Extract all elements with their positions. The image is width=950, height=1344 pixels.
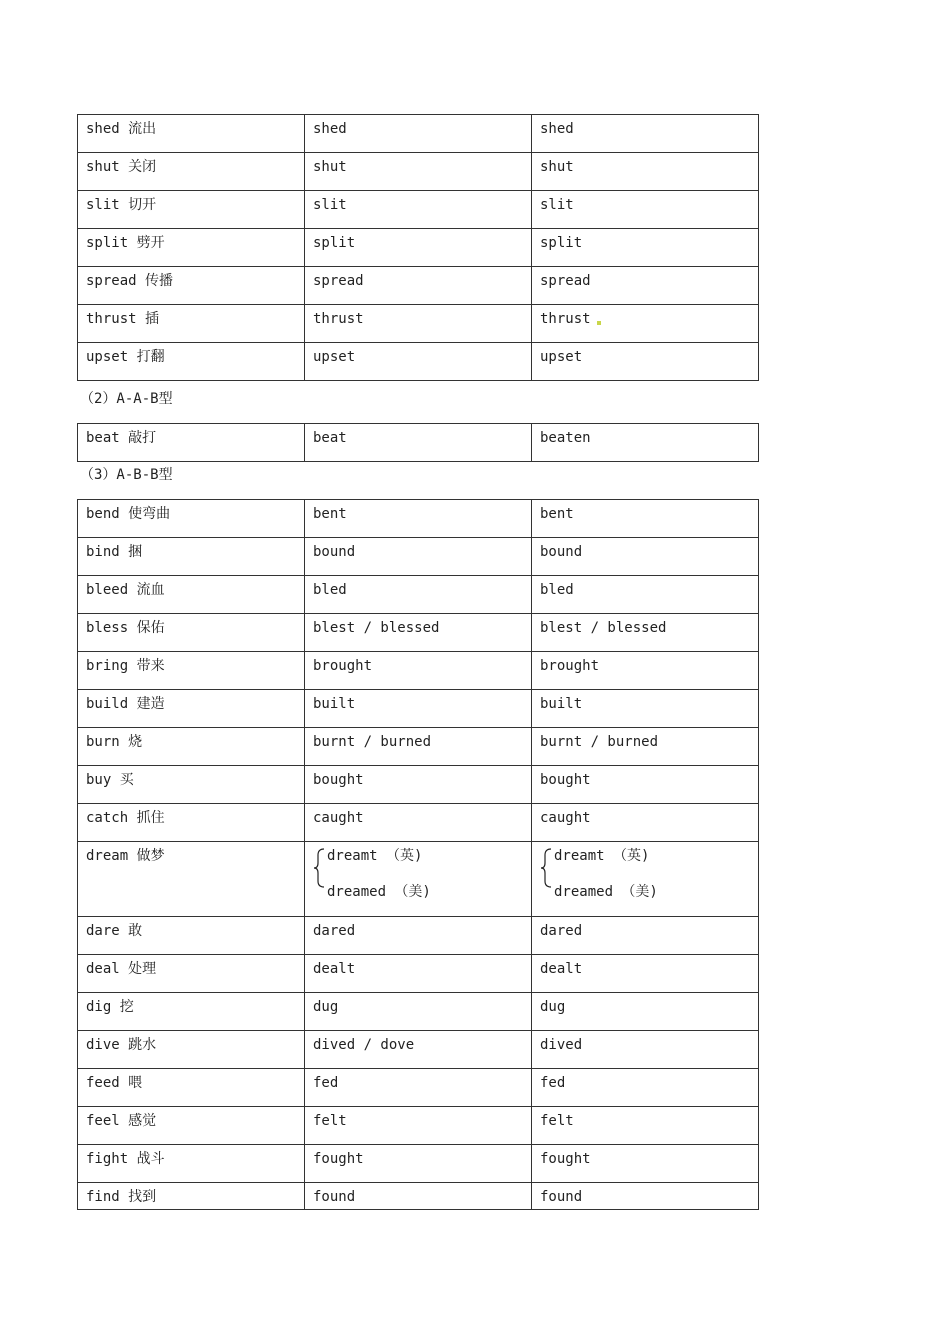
left-brace-icon [313,848,325,888]
table-row [78,424,759,462]
past-tense-cell: split [305,229,532,267]
table-row [78,652,759,690]
past-participle-cell [532,842,759,917]
verb-table-abb [77,499,759,1210]
past-participle-cell: thrust [532,305,759,343]
past-participle-cell: bled [532,576,759,614]
table-row [78,993,759,1031]
table-row [78,576,759,614]
base-form-cell: dig 挖 [78,993,305,1031]
verb-table-aaa [77,114,759,381]
past-participle-cell: fed [532,1069,759,1107]
past-tense-cell: fed [305,1069,532,1107]
base-form-cell: find 找到 [78,1183,305,1210]
table-row [78,690,759,728]
past-tense-cell [305,842,532,917]
variant-british: dreamt （英) [554,848,650,864]
table-body-aaa [78,115,759,381]
past-participle-cell: spread [532,267,759,305]
base-form-cell: buy 买 [78,766,305,804]
past-tense-cell: bent [305,500,532,538]
table-row [78,229,759,267]
base-form-cell: beat 敲打 [78,424,305,462]
past-participle-cell: dug [532,993,759,1031]
table-row [78,305,759,343]
past-participle-cell: shed [532,115,759,153]
table-row [78,614,759,652]
past-participle-cell: burnt / burned [532,728,759,766]
past-tense-cell: slit [305,191,532,229]
past-tense-cell: blest / blessed [305,614,532,652]
base-form-cell: bless 保佑 [78,614,305,652]
base-form-cell: thrust 插 [78,305,305,343]
past-participle-cell: slit [532,191,759,229]
past-tense-cell: caught [305,804,532,842]
past-tense-cell: brought [305,652,532,690]
past-tense-cell: bought [305,766,532,804]
past-tense-cell: dealt [305,955,532,993]
past-participle-cell: blest / blessed [532,614,759,652]
past-participle-cell: dared [532,917,759,955]
section-label-aab: （2）A-A-B型 [80,391,173,407]
left-brace-icon [540,848,552,888]
past-participle-cell: shut [532,153,759,191]
past-participle-cell: bought [532,766,759,804]
past-participle-cell: upset [532,343,759,381]
past-tense-cell: dived / dove [305,1031,532,1069]
past-tense-cell: dug [305,993,532,1031]
base-form-cell: shut 关闭 [78,153,305,191]
table-section-2 [77,423,758,462]
past-tense-cell: upset [305,343,532,381]
table-row [78,804,759,842]
past-participle-cell: fought [532,1145,759,1183]
table-row [78,115,759,153]
past-participle-cell: dealt [532,955,759,993]
past-tense-cell: shut [305,153,532,191]
past-tense-cell: bled [305,576,532,614]
table-row [78,500,759,538]
table-row [78,728,759,766]
table-row [78,955,759,993]
table-row [78,917,759,955]
verb-table-aab [77,423,759,462]
table-row [78,1183,759,1210]
table-section-3 [77,499,758,1210]
table-row-dream [78,842,759,917]
past-tense-cell: spread [305,267,532,305]
past-participle-cell: split [532,229,759,267]
past-tense-cell: felt [305,1107,532,1145]
past-participle-cell: brought [532,652,759,690]
base-form-cell: bind 捆 [78,538,305,576]
table-section-1 [77,114,758,381]
past-participle-cell: bent [532,500,759,538]
highlight-mark [597,321,601,325]
past-participle-cell: bound [532,538,759,576]
past-participle-cell: caught [532,804,759,842]
table-row [78,343,759,381]
base-form-cell: feel 感觉 [78,1107,305,1145]
past-tense-cell: beat [305,424,532,462]
table-row [78,1031,759,1069]
base-form-cell: bend 使弯曲 [78,500,305,538]
table-row [78,766,759,804]
base-form-cell: slit 切开 [78,191,305,229]
past-tense-cell: fought [305,1145,532,1183]
past-tense-cell: bound [305,538,532,576]
table-row [78,1145,759,1183]
base-form-cell: bleed 流血 [78,576,305,614]
base-form-cell: build 建造 [78,690,305,728]
past-tense-cell: found [305,1183,532,1210]
base-form-cell: catch 抓住 [78,804,305,842]
base-form-cell: shed 流出 [78,115,305,153]
base-form-cell: burn 烧 [78,728,305,766]
table-row [78,538,759,576]
base-form-cell: dive 跳水 [78,1031,305,1069]
base-form-cell: dare 敢 [78,917,305,955]
table-body-abb [78,500,759,1210]
variant-group-past [313,846,523,906]
past-participle-cell: beaten [532,424,759,462]
table-row [78,1107,759,1145]
base-form-cell: bring 带来 [78,652,305,690]
table-row [78,191,759,229]
base-form-cell: dream 做梦 [78,842,305,917]
table-body-aab [78,424,759,462]
base-form-cell: feed 喂 [78,1069,305,1107]
base-form-cell: fight 战斗 [78,1145,305,1183]
past-participle-cell: built [532,690,759,728]
table-row [78,153,759,191]
base-form-cell: upset 打翻 [78,343,305,381]
variant-british: dreamt （英) [327,848,423,864]
table-row [78,1069,759,1107]
past-tense-cell: dared [305,917,532,955]
past-tense-cell: thrust [305,305,532,343]
variant-american: dreamed （美) [327,884,431,900]
past-tense-cell: built [305,690,532,728]
past-participle-cell: found [532,1183,759,1210]
base-form-cell: spread 传播 [78,267,305,305]
section-label-abb: （3）A-B-B型 [80,467,173,483]
past-tense-cell: burnt / burned [305,728,532,766]
variant-group-participle [540,846,750,906]
base-form-cell: split 劈开 [78,229,305,267]
table-row [78,267,759,305]
variant-american: dreamed （美) [554,884,658,900]
past-tense-cell: shed [305,115,532,153]
base-form-cell: deal 处理 [78,955,305,993]
past-participle-cell: dived [532,1031,759,1069]
past-participle-cell: felt [532,1107,759,1145]
